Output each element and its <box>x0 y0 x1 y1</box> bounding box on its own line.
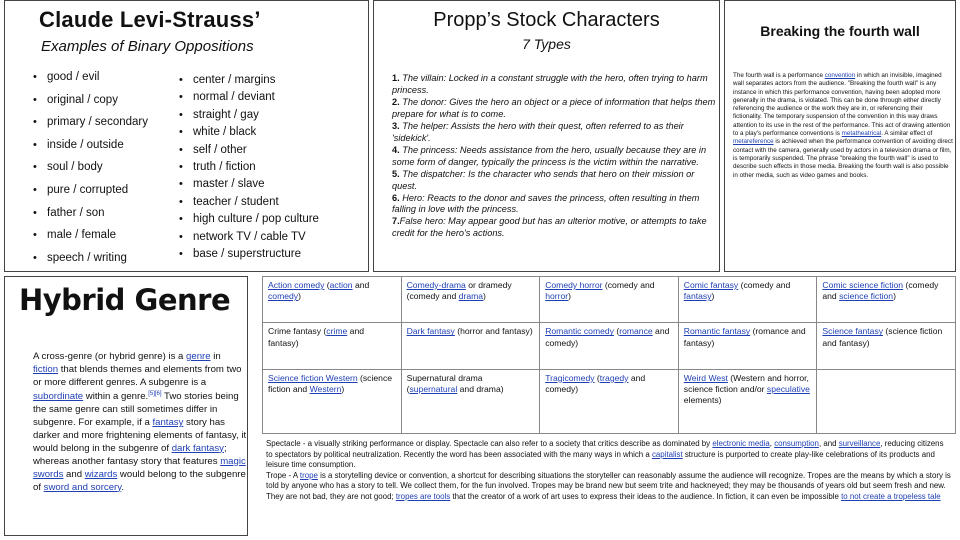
genre-cell <box>817 323 956 369</box>
text-span: in <box>210 351 221 362</box>
opposition-item: • speech / writing <box>33 252 148 272</box>
hybrid-genre-panel <box>4 276 248 536</box>
stock-character-item <box>392 97 718 121</box>
genre-cell <box>263 277 402 323</box>
text-span: (comedy and <box>602 280 655 290</box>
text-span: , <box>769 439 775 448</box>
item-text: The donor: Gives the hero an object or a piece of information that helps them prepare for what is to come. <box>392 96 716 119</box>
opposition-item: • network TV / cable TV <box>179 231 319 248</box>
genre-link[interactable]: Dark fantasy <box>406 326 455 337</box>
genre-link[interactable]: Comedy horror <box>545 280 603 290</box>
propp-subtitle: 7 Types <box>522 36 571 52</box>
opposition-item: • straight / gay <box>179 109 319 126</box>
item-text: Hero: Reacts to the donor and saves the princess, often resulting in them falling in love with the princess. <box>392 192 700 215</box>
hybrid-title: Hybrid Genre <box>19 283 231 317</box>
text-span: Trope - A <box>266 470 300 480</box>
genre-link[interactable]: Comedy-drama <box>406 280 466 290</box>
opposition-item: • base / superstructure <box>179 248 319 265</box>
text-span: (romance and fantasy) <box>683 326 806 348</box>
link-magic-swords[interactable]: magic swords <box>33 455 246 480</box>
levi-subtitle: Examples of Binary Oppositions <box>41 38 254 55</box>
genre-link[interactable]: Science fantasy <box>822 326 884 337</box>
stock-character-item <box>392 121 718 145</box>
text-span: ( <box>594 372 600 383</box>
genre-link[interactable]: Action comedy <box>268 280 325 290</box>
link-genre[interactable]: genre <box>186 351 211 362</box>
opposition-item: • original / copy <box>33 94 148 117</box>
opposition-item: • truth / fiction <box>179 161 319 178</box>
text-span: ) <box>341 384 345 395</box>
genre-link[interactable]: Comic fantasy <box>683 280 739 290</box>
item-number: 3. <box>392 120 400 131</box>
hybrid-text <box>33 351 247 495</box>
item-text: False hero: May appear good but has an ulterior motive, or attempts to take credit for the hero's actions. <box>392 216 707 239</box>
opposition-list-right <box>179 74 319 265</box>
text-span: ; whereas another fantasy story that features <box>33 442 227 467</box>
text-span: is a storytelling device or convention, a shortcut for describing situations the storyteller can reasonably assume the audience will recognize. Tropes are the means by which a story is told by anyone who has a story to tell. We collect them, for the fun involved. Tropes may be brand new but seem trite and hackneyed; they may be thousands of years old but seem fresh and new. They are not bad, they are not good; <box>266 470 951 501</box>
genre-link[interactable]: drama <box>458 291 484 302</box>
text-span: , and <box>818 439 839 448</box>
genre-link[interactable]: Romantic comedy <box>545 326 614 337</box>
stock-character-item <box>392 216 718 240</box>
genre-cell <box>678 323 817 369</box>
genre-cell <box>263 323 402 369</box>
text-span: A cross-genre (or hybrid genre) is a <box>33 351 187 362</box>
text-span: (science fiction and <box>268 372 393 395</box>
opposition-item: • male / female <box>33 229 148 252</box>
opposition-item: • master / slave <box>179 178 319 195</box>
link-sword-and-sorcery[interactable]: sword and sorcery <box>43 481 122 493</box>
text-span: ) <box>483 291 486 302</box>
text-span: within a genre. <box>83 391 149 402</box>
opposition-item: • self / other <box>179 144 319 161</box>
text-span: and <box>63 468 85 480</box>
genre-link[interactable]: romance <box>619 326 653 337</box>
genre-link[interactable]: Tragicomedy <box>545 372 595 383</box>
text-span: The fourth wall is a performance <box>733 72 825 79</box>
opposition-item: • pure / corrupted <box>33 184 148 207</box>
link-subordinate[interactable]: subordinate <box>33 391 84 402</box>
genre-cell <box>263 369 402 433</box>
item-number: 6. <box>392 192 400 203</box>
text-span: that the creator of a work of art uses to express their ideas to the audience. In fiction, it can even be impossible <box>450 491 842 501</box>
genre-link[interactable]: Weird West <box>683 372 728 383</box>
levi-strauss-panel <box>4 0 369 272</box>
genre-link[interactable]: Science fiction Western <box>268 372 358 383</box>
link-consumption[interactable]: consumption <box>774 439 819 448</box>
fourth-wall-title: Breaking the fourth wall <box>760 23 920 39</box>
link-tropeless-tale[interactable]: to not create a tropeless tale <box>841 491 941 501</box>
genre-cell <box>401 323 540 369</box>
text-span: ) <box>893 291 896 302</box>
opposition-item: • normal / deviant <box>179 91 319 108</box>
text-span: (horror and fantasy) <box>454 326 533 337</box>
text-span: (comedy and <box>822 280 939 302</box>
opposition-item: • inside / outside <box>33 139 148 162</box>
genre-cell <box>540 277 679 323</box>
propp-title: Propp’s Stock Characters <box>433 9 660 31</box>
text-span: that blends themes and elements from two or more different genres. A subgenre is a <box>33 363 242 388</box>
link-fantasy[interactable]: fantasy <box>152 416 184 428</box>
text-span: ) <box>568 291 571 302</box>
link-wizards[interactable]: wizards <box>84 468 118 480</box>
item-text: The dispatcher: Is the character who sends that hero on their mission or quest. <box>392 168 695 191</box>
genre-cell <box>540 369 679 433</box>
text-span: is achieved when the performance convention of avoiding direct contact with the camera, generally used by actors in a television drama or film, is temporarily suspended. The phrase "breaking the fourth wall" is used to describe such effects in those media. Breaking the fourth wall is also possible in other media, such as video games and books. <box>733 138 953 179</box>
text-span: ( <box>324 280 330 290</box>
genre-link[interactable]: speculative <box>766 384 810 395</box>
genre-cell <box>678 277 817 323</box>
text-span: structure is purported to create play-like celebrations of its products and leisure time consumption. <box>266 449 935 470</box>
fourth-wall-panel <box>724 0 956 272</box>
genre-link[interactable]: science fiction <box>839 291 894 302</box>
spectacle-paragraph <box>266 439 952 471</box>
link-surveillance[interactable]: surveillance <box>838 439 881 448</box>
item-text: The helper: Assists the hero with their quest, often referred to as their 'sidekick'. <box>392 120 684 143</box>
genre-link[interactable]: Comic science fiction <box>822 280 904 290</box>
text-span: . A similar effect of <box>881 130 933 138</box>
genre-cell <box>401 277 540 323</box>
text-span: ) <box>298 291 301 302</box>
opposition-item: • good / evil <box>33 71 148 94</box>
stock-character-item <box>392 169 718 193</box>
link-metareference[interactable]: metareference <box>733 138 774 146</box>
link-convention[interactable]: convention <box>824 72 856 79</box>
link-dark-fantasy[interactable]: dark fantasy <box>171 442 224 454</box>
genre-link[interactable]: tragedy <box>599 372 629 383</box>
trope-paragraph <box>266 471 952 503</box>
table-row <box>263 369 956 433</box>
link-fiction[interactable]: fiction <box>33 363 59 375</box>
genre-link[interactable]: action <box>329 280 353 290</box>
text-span: or dramedy (comedy and <box>406 280 512 302</box>
item-number: 7. <box>392 216 400 227</box>
item-number: 1. <box>392 73 400 83</box>
text-span: , reducing citizens to spectators by political neutralization. Recently the word has been associated with the many ways in which a <box>266 439 944 459</box>
link-tropes-are-tools[interactable]: tropes are tools <box>395 491 451 501</box>
stock-character-item <box>392 193 718 217</box>
genre-cell <box>678 369 817 433</box>
item-number: 2. <box>392 96 400 107</box>
opposition-item: • center / margins <box>179 74 319 91</box>
text-span: and drama) <box>457 384 504 395</box>
genre-link[interactable]: comedy <box>268 291 299 302</box>
text-span: . <box>121 481 125 493</box>
text-span: story has darker and more frightening elements of fantasy, it would belong in the subgenre of <box>33 416 247 454</box>
text-span: and comedy) <box>545 326 670 348</box>
text-span: Supernatural drama ( <box>406 372 483 395</box>
link-electronic-media[interactable]: electronic media <box>712 439 770 448</box>
genre-link[interactable]: crime <box>326 326 348 337</box>
genre-cell <box>817 369 956 433</box>
genre-link[interactable]: supernatural <box>409 384 458 395</box>
hybrid-genre-table <box>262 276 956 434</box>
opposition-item: • soul / body <box>33 161 148 184</box>
item-number: 5. <box>392 168 400 179</box>
opposition-item: • high culture / pop culture <box>179 213 319 230</box>
item-text: The villain: Locked in a constant struggle with the hero, often trying to harm princess. <box>392 73 708 95</box>
text-span: (Western and horror, science fiction and/or <box>683 372 809 395</box>
genre-link[interactable]: fantasy <box>683 291 712 302</box>
text-span: would belong to the subgenre of <box>33 468 246 493</box>
opposition-item: • teacher / student <box>179 196 319 213</box>
text-span: and comedy) <box>545 372 646 395</box>
fourth-wall-text <box>733 72 953 180</box>
genre-cell <box>817 277 956 323</box>
opposition-item: • father / son <box>33 207 148 230</box>
text-span: in which an invisible, imagined wall separates actors from the audience. "Breaking the fourth wall" is any instance in which this performance convention, having been adopted more generally in the drama, is violated. This can be done through either directly referencing the audience or the work they are in, or referencing their fictionality. The temporary suspension of the convention in this way draws attention to its use in the rest of the performance. This act of drawing attention to a play's performance conventions is <box>733 72 951 138</box>
link-metatheatrical[interactable]: metatheatrical <box>841 130 882 138</box>
text-span: and fantasy) <box>268 326 365 348</box>
spectacle-trope-text <box>262 437 956 536</box>
item-number: 4. <box>392 144 400 155</box>
table-row <box>263 323 956 369</box>
text-span: (science fiction and fantasy) <box>822 326 943 348</box>
text-span: elements) <box>683 395 722 406</box>
opposition-item: • primary / secondary <box>33 116 148 139</box>
genre-link[interactable]: Romantic fantasy <box>683 326 751 337</box>
citation-ref[interactable]: [5][6] <box>148 390 162 397</box>
table-row <box>263 277 956 323</box>
text-span: ( <box>613 326 620 337</box>
text-span: Two stories being the same genre can still sometimes differ in subgenre. For example, if a <box>33 391 239 428</box>
propp-panel <box>373 0 720 272</box>
text-span: Spectacle - a visually striking performance or display. Spectacle can also refer to a society that critics describe as dominated by <box>266 439 713 448</box>
link-trope[interactable]: trope <box>299 470 318 480</box>
propp-character-list <box>392 73 718 240</box>
opposition-list-left <box>33 71 148 272</box>
levi-title: Claude Levi-Strauss’ <box>39 7 261 32</box>
text-span: (comedy and <box>738 280 791 290</box>
link-capitalist[interactable]: capitalist <box>651 449 683 459</box>
text-span: and <box>352 280 370 290</box>
genre-cell <box>401 369 540 433</box>
opposition-item: • white / black <box>179 126 319 143</box>
stock-character-item <box>392 73 718 97</box>
genre-cell <box>540 323 679 369</box>
text-span: Crime fantasy ( <box>268 326 327 337</box>
stock-character-item <box>392 145 718 169</box>
genre-link[interactable]: Western <box>309 384 342 395</box>
genre-link[interactable]: horror <box>545 291 569 302</box>
item-text: The princess: Needs assistance from the hero, usually because they are in some form of danger, typically the princess is the victim within the narrative. <box>392 144 707 167</box>
genre-table-body <box>263 277 956 434</box>
text-span: ) <box>711 291 715 302</box>
